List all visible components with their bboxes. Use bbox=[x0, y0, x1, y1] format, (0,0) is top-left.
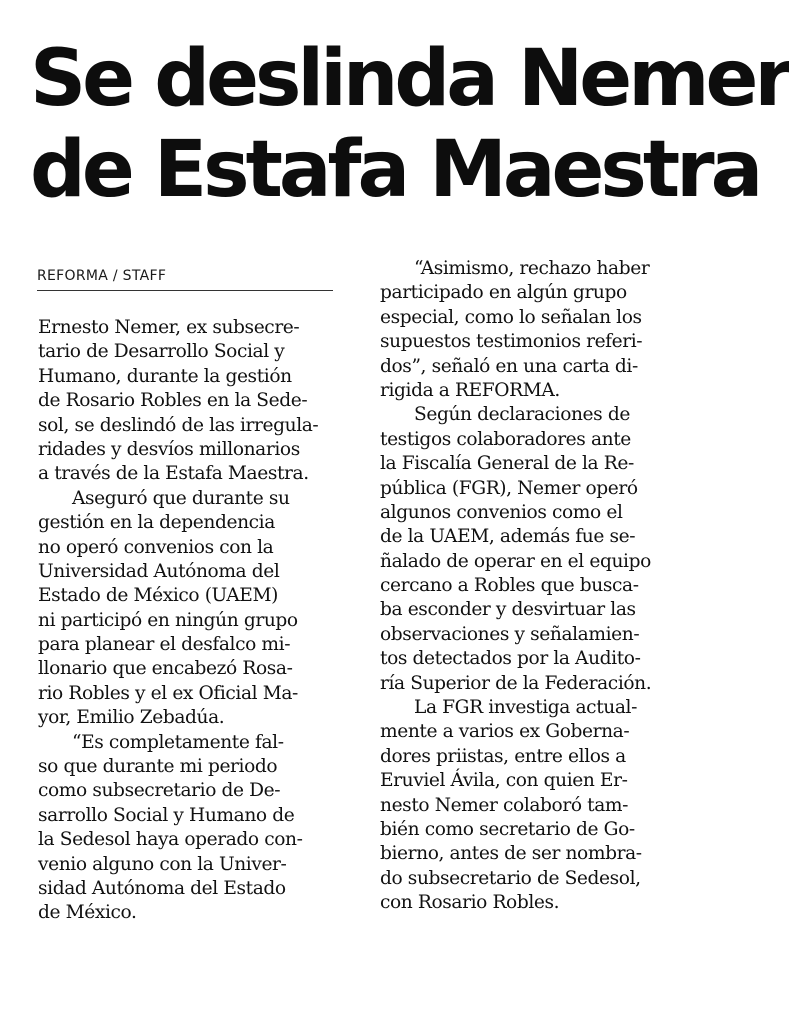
text-line: rio Robles y el ex Oficial Ma- bbox=[38, 682, 298, 704]
text-line: Universidad Autónoma del bbox=[38, 560, 280, 582]
byline: REFORMA / STAFF bbox=[37, 268, 167, 284]
text-line: ni participó en ningún grupo bbox=[38, 609, 298, 631]
text-line: La FGR investiga actual- bbox=[414, 697, 637, 719]
text-line: para planear el desfalco mi- bbox=[38, 634, 291, 656]
text-line: tario de Desarrollo Social y bbox=[38, 341, 285, 363]
right-column bbox=[380, 257, 687, 916]
text-line: do subsecretario de Sedesol, bbox=[380, 867, 641, 889]
text-line: con Rosario Robles. bbox=[380, 892, 560, 914]
paragraph bbox=[38, 487, 345, 731]
text-line: llonario que encabezó Rosa- bbox=[38, 658, 293, 680]
text-line: sidad Autónoma del Estado bbox=[38, 877, 286, 899]
text-line: la Sedesol haya operado con- bbox=[38, 829, 303, 851]
headline bbox=[30, 34, 789, 216]
text-line: de México. bbox=[38, 902, 137, 924]
text-line: testigos colaboradores ante bbox=[380, 428, 631, 450]
left-column bbox=[38, 316, 345, 926]
text-line: la Fiscalía General de la Re- bbox=[380, 453, 634, 475]
headline-line-2: de Estafa Maestra bbox=[30, 125, 760, 215]
text-line: ría Superior de la Federación. bbox=[380, 672, 652, 694]
text-line: sol, se deslindó de las irregula- bbox=[38, 414, 319, 436]
text-line: Ernesto Nemer, ex subsecre- bbox=[38, 317, 300, 338]
text-line: “Es completamente fal- bbox=[72, 731, 284, 753]
paragraph bbox=[38, 731, 345, 926]
text-line: bién como secretario de Go- bbox=[380, 818, 635, 840]
text-line: Estado de México (UAEM) bbox=[38, 585, 278, 607]
text-line: bierno, antes de ser nombra- bbox=[380, 843, 642, 865]
text-line: venio alguno con la Univer- bbox=[38, 853, 287, 875]
text-line: no operó convenios con la bbox=[38, 536, 274, 558]
paragraph bbox=[380, 696, 687, 916]
paragraph bbox=[380, 257, 687, 403]
text-line: sarrollo Social y Humano de bbox=[38, 804, 295, 826]
text-line: algunos convenios como el bbox=[380, 501, 623, 523]
text-line: de Rosario Robles en la Sede- bbox=[38, 390, 308, 412]
text-line: participado en algún grupo bbox=[380, 282, 627, 304]
text-line: de la UAEM, además fue se- bbox=[380, 526, 636, 548]
text-line: a través de la Estafa Maestra. bbox=[38, 463, 309, 485]
text-line: ñalado de operar en el equipo bbox=[380, 550, 651, 572]
text-line: nesto Nemer colaboró tam- bbox=[380, 794, 629, 816]
text-line: cercano a Robles que busca- bbox=[380, 575, 639, 597]
headline-line-1: Se deslinda Nemer bbox=[30, 34, 789, 124]
text-line: ba esconder y desvirtuar las bbox=[380, 599, 636, 621]
text-line: supuestos testimonios referi- bbox=[380, 331, 643, 353]
paragraph bbox=[380, 403, 687, 696]
text-line: mente a varios ex Goberna- bbox=[380, 721, 630, 743]
text-line: yor, Emilio Zebadúa. bbox=[38, 707, 225, 729]
text-line: dores priistas, entre ellos a bbox=[380, 745, 626, 767]
byline-block bbox=[37, 268, 333, 291]
text-line: ridades y desvíos millonarios bbox=[38, 438, 300, 460]
text-line: dos”, señaló en una carta di- bbox=[380, 355, 638, 377]
text-line: pública (FGR), Nemer operó bbox=[380, 477, 638, 499]
text-line: como subsecretario de De- bbox=[38, 780, 281, 802]
text-line: tos detectados por la Audito- bbox=[380, 648, 641, 670]
text-line: observaciones y señalamien- bbox=[380, 623, 640, 645]
text-line: Aseguró que durante su bbox=[72, 487, 290, 509]
paragraph bbox=[38, 316, 345, 487]
text-line: rigida a REFORMA. bbox=[380, 379, 560, 401]
text-line: “Asimismo, rechazo haber bbox=[414, 258, 650, 279]
text-line: gestión en la dependencia bbox=[38, 512, 275, 534]
text-line: so que durante mi periodo bbox=[38, 756, 278, 778]
text-line: Eruviel Ávila, con quien Er- bbox=[380, 770, 628, 792]
text-line: Humano, durante la gestión bbox=[38, 365, 292, 387]
text-line: Según declaraciones de bbox=[414, 404, 630, 426]
text-line: especial, como lo señalan los bbox=[380, 306, 642, 328]
